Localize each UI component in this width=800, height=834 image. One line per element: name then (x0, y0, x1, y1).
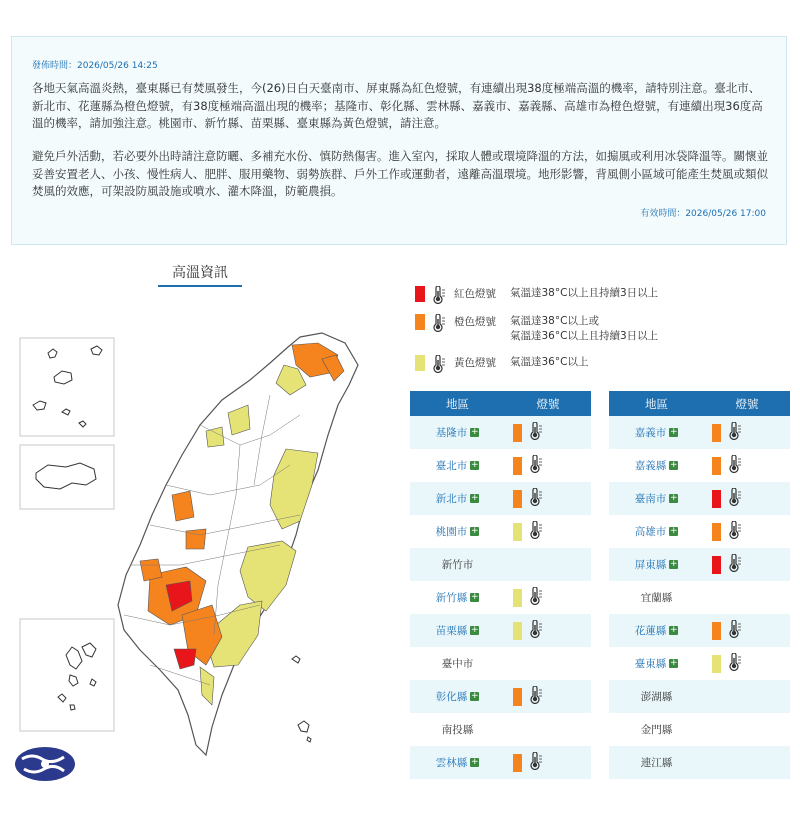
signal-color-bar (712, 655, 721, 673)
expand-plus-icon[interactable]: + (470, 592, 479, 602)
thermometer-icon (529, 422, 543, 443)
signal-color-bar (712, 457, 721, 475)
table-row (609, 746, 790, 779)
legend-orange (415, 314, 658, 344)
expand-plus-icon[interactable]: + (470, 691, 479, 701)
thermometer-icon (432, 314, 446, 332)
region-name-link: 連江縣 (640, 757, 673, 769)
signal-color-bar (513, 490, 522, 508)
region-name-link[interactable]: 花蓮縣 (634, 625, 667, 637)
region-name-link: 澎湖縣 (640, 691, 673, 703)
table-row (609, 416, 790, 449)
signal-color-bar (513, 457, 522, 475)
table-header (609, 391, 790, 416)
signal-color-bar (513, 622, 522, 640)
table-row (609, 449, 790, 482)
signal-color-bar (712, 523, 721, 541)
region-name-link[interactable]: 基隆市 (435, 427, 468, 439)
legend-red (415, 286, 658, 304)
table-row (410, 581, 591, 614)
signal-color-bar (712, 622, 721, 640)
warning-notice-panel (11, 36, 787, 245)
table-row (609, 581, 790, 614)
legend-orange-name: 橙色燈號 (454, 316, 496, 328)
region-name-link[interactable]: 彰化縣 (435, 691, 468, 703)
table-row (609, 548, 790, 581)
issued-time: 發佈時間：2026/05/26 14:25 (32, 61, 158, 71)
thermometer-icon (529, 686, 543, 707)
region-name-link[interactable]: 苗栗縣 (435, 625, 468, 637)
col-region-header: 地區 (446, 396, 469, 411)
table-row (410, 614, 591, 647)
expand-plus-icon[interactable]: + (669, 427, 678, 437)
region-name-link[interactable]: 嘉義縣 (634, 460, 667, 472)
valid-time: 有效時間：2026/05/26 17:00 (640, 209, 766, 219)
table-header (410, 391, 591, 416)
legend-yellow (415, 355, 588, 373)
table-row (410, 515, 591, 548)
table-row (410, 713, 591, 746)
table-row (609, 482, 790, 515)
table-row (410, 746, 591, 779)
notice-paragraph-1: 各地天氣高溫炎熱，臺東縣已有焚風發生，今(26)日白天臺南市、屏東縣為紅色燈號，有連續出現38度極端高溫的機率，請特別注意。臺北市、新北市、花蓮縣為橙色燈號，有38度極端高溫出現的機率；基隆市、彰化縣、雲林縣、嘉義市、嘉義縣、高雄市為橙色燈號，有連續出現36度高溫的機率，請加強注意。桃園市、新竹縣、苗栗縣、臺東縣為黃色燈號，請注意。 (32, 81, 763, 130)
thermometer-icon (529, 752, 543, 773)
inset-box-penghu (20, 619, 114, 731)
thermometer-icon (529, 455, 543, 476)
legend-yellow-name: 黃色燈號 (454, 357, 496, 369)
legend-red-desc: 氣溫達38°C以上且持續3日以上 (510, 287, 659, 299)
table-row (410, 548, 591, 581)
warning-table-left (410, 391, 591, 779)
legend-orange-desc-2: 氣溫達36°C以上且持續3日以上 (510, 330, 659, 342)
signal-color-bar (712, 490, 721, 508)
region-name-link[interactable]: 臺東縣 (634, 658, 667, 670)
col-signal-header: 燈號 (536, 396, 560, 411)
region-name-link[interactable]: 桃園市 (435, 526, 468, 538)
region-name-link: 新竹市 (441, 559, 474, 571)
table-row (410, 680, 591, 713)
region-name-link: 臺中市 (441, 658, 474, 670)
thermometer-icon (728, 521, 742, 542)
warning-table-right (609, 391, 790, 779)
expand-plus-icon[interactable]: + (669, 493, 678, 503)
region-name-link: 南投縣 (441, 724, 474, 736)
signal-color-bar (712, 424, 721, 442)
thermometer-icon (432, 355, 446, 373)
region-name-link[interactable]: 雲林縣 (435, 757, 468, 769)
region-name-link: 宜蘭縣 (640, 592, 673, 604)
signal-color-bar (513, 523, 522, 541)
table-row (410, 416, 591, 449)
region-name-link[interactable]: 高雄市 (634, 526, 667, 538)
region-name-link[interactable]: 屏東縣 (634, 559, 667, 571)
thermometer-icon (728, 422, 742, 443)
signal-color-bar (513, 754, 522, 772)
legend-orange-desc-1: 氣溫達38°C以上或 (510, 315, 599, 327)
signal-color-bar (513, 688, 522, 706)
notice-paragraph-2: 避免戶外活動，若必要外出時請注意防曬、多補充水份、慎防熱傷害。進入室內，採取人體或環境降溫的方法，如搧風或利用冰袋降溫等。關懷並妥善安置老人、小孩、慢性病人、肥胖、服用藥物、弱勢族群、戶外工作或運動者，遠離高溫環境。地形影響，背風側小區域可能產生焚風或類似焚風的效應，可架設防風設施或噴水、灌木降溫，防範農損。 (32, 149, 768, 198)
region-name-link[interactable]: 新竹縣 (435, 592, 468, 604)
legend-yellow-desc: 氣溫達36°C以上 (510, 356, 589, 368)
col-signal-header: 燈號 (735, 396, 759, 411)
expand-plus-icon[interactable]: + (669, 658, 678, 668)
signal-color-bar (513, 424, 522, 442)
thermometer-icon (728, 653, 742, 674)
expand-plus-icon[interactable]: + (470, 460, 479, 470)
cwa-logo (15, 747, 75, 781)
table-row (609, 647, 790, 680)
region-name-link: 金門縣 (640, 724, 673, 736)
region-name-link[interactable]: 臺南市 (634, 493, 667, 505)
thermometer-icon (529, 488, 543, 509)
expand-plus-icon[interactable]: + (669, 625, 678, 635)
expand-plus-icon[interactable]: + (470, 625, 479, 635)
legend-yellow-swatch (415, 355, 425, 371)
expand-plus-icon[interactable]: + (470, 526, 479, 536)
thermometer-icon (529, 521, 543, 542)
expand-plus-icon[interactable]: + (470, 427, 479, 437)
col-region-header: 地區 (645, 396, 668, 411)
signal-color-bar (712, 556, 721, 574)
legend-red-name: 紅色燈號 (454, 288, 496, 300)
thermometer-icon (529, 620, 543, 641)
table-row (410, 449, 591, 482)
heat-info-title: 高溫資訊 (158, 262, 242, 287)
legend-orange-swatch (415, 314, 425, 330)
region-name-link[interactable]: 嘉義市 (634, 427, 667, 439)
inset-box-kinmen (20, 445, 114, 509)
thermometer-icon (728, 620, 742, 641)
table-row (609, 515, 790, 548)
expand-plus-icon[interactable]: + (470, 493, 479, 503)
table-row (609, 680, 790, 713)
table-row (410, 647, 591, 680)
thermometer-icon (529, 587, 543, 608)
signal-color-bar (513, 589, 522, 607)
thermometer-icon (728, 455, 742, 476)
expand-plus-icon[interactable]: + (470, 757, 479, 767)
thermometer-icon (728, 488, 742, 509)
thermometer-icon (728, 554, 742, 575)
taiwan-main-island (118, 333, 358, 755)
table-row (609, 713, 790, 746)
thermometer-icon (432, 286, 446, 304)
table-row (410, 482, 591, 515)
taiwan-heat-map[interactable] (0, 285, 400, 795)
region-name-link[interactable]: 臺北市 (435, 460, 468, 472)
expand-plus-icon[interactable]: + (669, 526, 678, 536)
expand-plus-icon[interactable]: + (669, 460, 678, 470)
expand-plus-icon[interactable]: + (669, 559, 678, 569)
legend-red-swatch (415, 286, 425, 302)
outlying-islands (292, 656, 311, 742)
region-name-link[interactable]: 新北市 (435, 493, 468, 505)
table-row (609, 614, 790, 647)
